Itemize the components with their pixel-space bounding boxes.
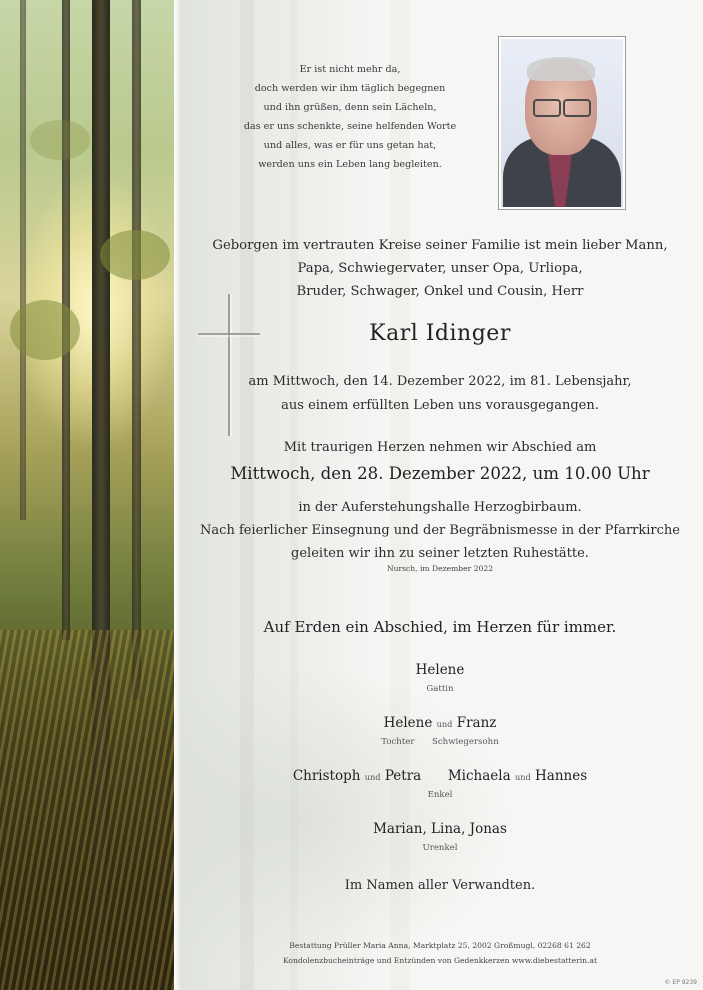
ceremony-line: Nach feierlicher Einsegnung und der Begräbnismesse in der Pfarrkirche [200,523,680,538]
mourner-name: Christoph [292,768,361,784]
mourner-name: Hannes [535,768,588,784]
credit: © EP 9239 [664,979,697,986]
role-label: Schwiegersohn [431,737,499,747]
mourner-great-grandchildren: Marian, Lina, Jonas [373,821,507,837]
intro-text [200,234,680,303]
role-daughter-couple [200,737,680,747]
farewell-intro: Mit traurigen Herzen nehmen wir Abschied am [283,440,597,455]
poem-line: und ihn grüßen, denn sein Lächeln, [263,102,437,113]
motto: Auf Erden ein Abschied, im Herzen für immer. [263,618,617,636]
poem-line: doch werden wir ihm täglich begegnen [254,83,446,94]
closing-line: Im Namen aller Verwandten. [344,878,536,893]
poem-line: werden uns ein Leben lang begleiten. [258,159,442,170]
footer-line: Kondolenzbucheinträge und Entzünden von Gedenkkerzen www.diebestatterin.at [282,956,598,965]
role-grandchildren: Enkel [427,790,453,800]
death-line: am Mittwoch, den 14. Dezember 2022, im 81. Lebensjahr, [248,374,632,389]
funeral-date: Mittwoch, den 28. Dezember 2022, um 10.00 Uhr [230,464,650,483]
mourner-grandchildren [200,768,680,784]
ceremony-line: geleiten wir ihn zu seiner letzten Ruhestätte. [291,546,589,561]
role-wife: Gattin [426,684,454,694]
ceremony-details [200,496,680,565]
role-label: Tochter [381,737,415,747]
mourner-wife: Helene [415,662,465,678]
footer-line: Bestattung Prüller Maria Anna, Marktplatz 25, 2002 Großmugl, 02268 61 262 [289,941,591,950]
intro-line: Geborgen im vertrauten Kreise seiner Familie ist mein lieber Mann, [212,238,668,253]
poem [230,60,470,174]
conjunction: und [436,719,453,729]
mourner-name: Petra [384,768,422,784]
intro-line: Papa, Schwiegervater, unser Opa, Urliopa, [297,261,583,276]
poem-line: und alles, was er für uns getan hat, [263,140,437,151]
poem-line: das er uns schenkte, seine helfenden Worte [243,121,457,132]
portrait-photo [498,36,626,210]
mourner-daughter-couple [200,715,680,731]
mourner-name: Franz [456,715,497,731]
conjunction: und [514,772,531,782]
deceased-name: Karl Idinger [369,321,511,346]
poem-line: Er ist nicht mehr da, [299,64,401,75]
death-line: aus einem erfüllten Leben uns vorausgegangen. [281,398,599,413]
conjunction: und [364,772,381,782]
mourner-name: Helene [383,715,433,731]
ceremony-line: in der Auferstehungshalle Herzogbirbaum. [298,500,582,515]
place-date: Nursch, im Dezember 2022 [386,564,494,573]
death-notice [200,370,680,418]
forest-image [0,0,174,990]
role-great-grandchildren: Urenkel [422,843,458,853]
intro-line: Bruder, Schwager, Onkel und Cousin, Herr [296,284,584,299]
footer [200,938,680,968]
mourner-name: Michaela [447,768,511,784]
